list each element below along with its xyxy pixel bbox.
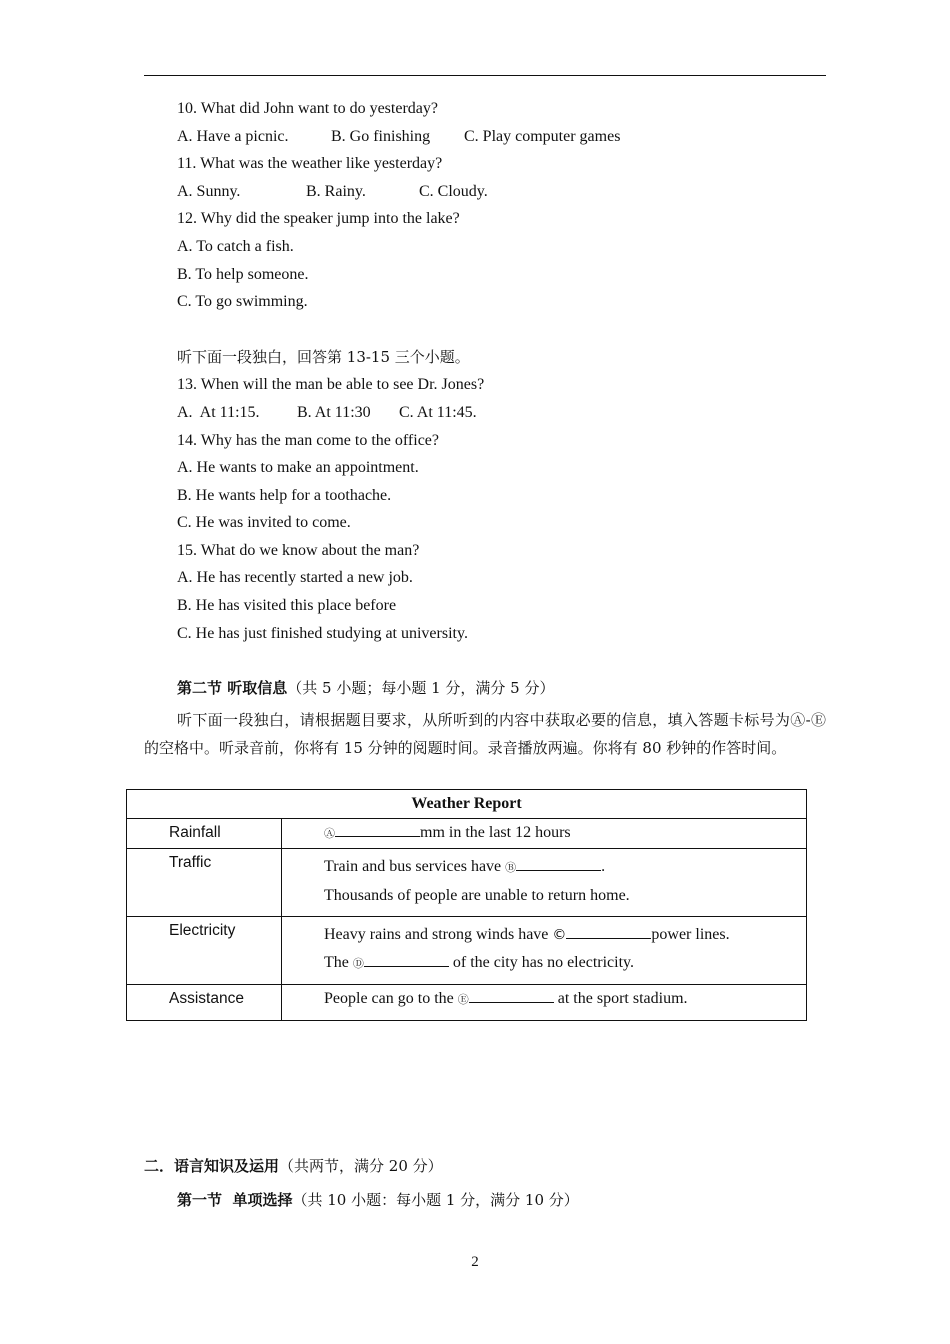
row-value-rainfall: Ⓐ mm in the last 12 hours [282, 819, 807, 849]
row-label-traffic: Traffic [127, 849, 282, 917]
section2-scoring: （共 5 小题；每小题 1 分，满分 5 分） [287, 679, 555, 697]
option-10c: C. Play computer games [464, 128, 621, 145]
question-12: 12. Why did the speaker jump into the lake? [177, 210, 460, 227]
question-14: 14. Why has the man come to the office? [177, 432, 439, 449]
option-13a: A. At 11:15. [177, 404, 260, 421]
section2-heading [177, 678, 554, 698]
section2-title: 第二节 听取信息 [177, 679, 288, 697]
option-11c: C. Cloudy. [419, 183, 488, 200]
table-row [127, 985, 807, 1021]
table-row [127, 819, 807, 849]
answer-blank-c[interactable] [566, 924, 651, 939]
answer-blank-d[interactable] [364, 952, 449, 967]
blank-marker-d: Ⓓ [352, 957, 364, 970]
option-14a: A. He wants to make an appointment. [177, 459, 419, 476]
answer-blank-e[interactable] [469, 988, 554, 1003]
blank-marker-b: Ⓑ [505, 861, 517, 874]
row-label-rainfall: Rainfall [127, 819, 282, 849]
part2-subheading: 第一节 单项选择（共 10 小题：每小题 1 分，满分 10 分） [177, 1191, 579, 1209]
blank-marker-a: Ⓐ [324, 827, 335, 840]
option-14c: C. He was invited to come. [177, 514, 351, 531]
page-number: 2 [471, 1254, 479, 1270]
question-10: 10. What did John want to do yesterday? [177, 100, 438, 117]
option-10b: B. Go finishing [331, 128, 431, 145]
option-12c: C. To go swimming. [177, 293, 308, 310]
blank-marker-c: © [552, 927, 567, 943]
option-12a: A. To catch a fish. [177, 238, 294, 255]
answer-blank-a[interactable] [335, 822, 420, 837]
option-13b: B. At 11:30 [297, 404, 371, 421]
row-value-electricity: Heavy rains and strong winds have © power lines. The Ⓓ of the city has no electricity. [282, 917, 807, 985]
header-rule [144, 75, 826, 76]
question-13: 13. When will the man be able to see Dr. Jones? [177, 376, 485, 393]
option-11b: B. Rainy. [306, 183, 366, 200]
option-15a: A. He has recently started a new job. [177, 569, 413, 586]
part2-heading: 二．语言知识及运用（共两节，满分 20 分） [144, 1157, 443, 1175]
row-value-assistance: People can go to the Ⓔ at the sport stadium. [282, 985, 807, 1021]
question-15: 15. What do we know about the man? [177, 542, 420, 559]
answer-blank-b[interactable] [516, 856, 601, 871]
table-row [127, 849, 807, 917]
section2-instructions: 听下面一段独白，请根据题目要求，从所听到的内容中获取必要的信息，填入答题卡标号为Ⓐ-Ⓔ的空格中。听录音前，你将有 15 分钟的阅题时间。录音播放两遍。你将有 80 秒钟的作答时间。 [144, 711, 826, 757]
option-14b: B. He wants help for a toothache. [177, 487, 392, 504]
option-15b: B. He has visited this place before [177, 597, 397, 614]
option-12b: B. To help someone. [177, 266, 309, 283]
monologue-intro: 听下面一段独白，回答第 13-15 三个小题。 [177, 348, 470, 366]
weather-report-table [126, 789, 807, 1021]
table-row [127, 917, 807, 985]
option-11a: A. Sunny. [177, 183, 241, 200]
question-11: 11. What was the weather like yesterday? [177, 155, 443, 172]
option-10a: A. Have a picnic. [177, 128, 289, 145]
table-title: Weather Report [127, 790, 807, 819]
row-label-assistance: Assistance [127, 985, 282, 1021]
option-15c: C. He has just finished studying at university. [177, 625, 468, 642]
blank-marker-e: Ⓔ [457, 993, 469, 1006]
row-label-electricity: Electricity [127, 917, 282, 985]
row-value-traffic: Train and bus services have Ⓑ . Thousands of people are unable to return home. [282, 849, 807, 917]
option-13c: C. At 11:45. [399, 404, 477, 421]
